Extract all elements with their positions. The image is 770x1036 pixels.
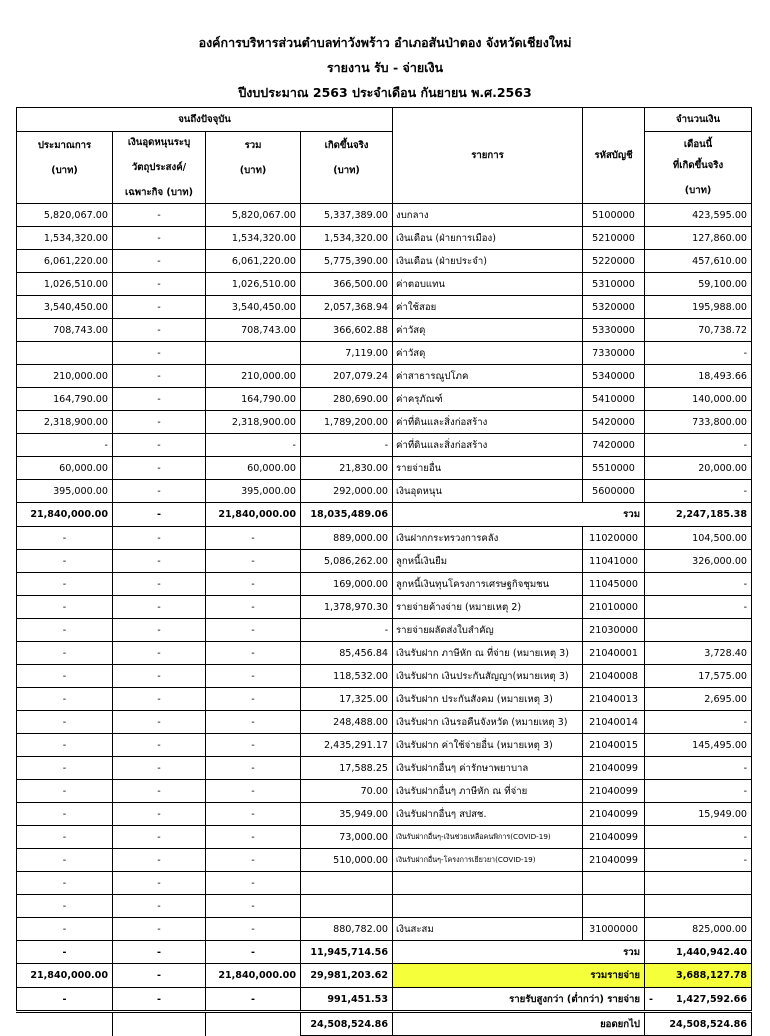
- cell-actual: [301, 872, 393, 895]
- table-row: [17, 619, 752, 642]
- cell-actual: 118,532.00: [301, 665, 393, 688]
- cell-total: 210,000.00: [206, 365, 301, 388]
- cell-item: เงินฝากกระทรวงการคลัง: [393, 527, 583, 550]
- cell-item: ค่าครุภัณฑ์: [393, 388, 583, 411]
- cell-actual: 889,000.00: [301, 527, 393, 550]
- table-row: [17, 388, 752, 411]
- cell-month: -: [645, 434, 752, 457]
- cell-code: 21040008: [583, 665, 645, 688]
- cell-actual: [301, 895, 393, 918]
- cell-code: 5320000: [583, 296, 645, 319]
- table-row: [17, 319, 752, 342]
- cell-month: -: [645, 826, 752, 849]
- cell-subsidy: -: [113, 619, 206, 642]
- cell-item: รายจ่ายผลัดส่งใบสำคัญ: [393, 619, 583, 642]
- cell-month: 104,500.00: [645, 527, 752, 550]
- cell-subsidy: -: [113, 964, 206, 988]
- cell-total: -: [206, 434, 301, 457]
- cell-actual: 280,690.00: [301, 388, 393, 411]
- cell-code: 21040099: [583, 757, 645, 780]
- cell-total: -: [206, 642, 301, 665]
- cell-total: -: [206, 849, 301, 872]
- cell-label: รวม: [393, 941, 645, 964]
- cell-item: เงินเดือน (ฝ่ายประจำ): [393, 250, 583, 273]
- cell-estimate: -: [17, 849, 113, 872]
- cell-total: 21,840,000.00: [206, 503, 301, 527]
- cell-subsidy: -: [113, 734, 206, 757]
- cell-code: 5330000: [583, 319, 645, 342]
- cell-item: ค่าใช้สอย: [393, 296, 583, 319]
- cell-subsidy: -: [113, 918, 206, 941]
- cell-subsidy: -: [113, 988, 206, 1012]
- cell-code: 5420000: [583, 411, 645, 434]
- cell-total: 164,790.00: [206, 388, 301, 411]
- cell-code: 21040014: [583, 711, 645, 734]
- cell-estimate: 708,743.00: [17, 319, 113, 342]
- cell-month: 15,949.00: [645, 803, 752, 826]
- cell-total: 708,743.00: [206, 319, 301, 342]
- cell-estimate: 3,540,450.00: [17, 296, 113, 319]
- cell-code: 5600000: [583, 480, 645, 503]
- cell-estimate: 21,840,000.00: [17, 964, 113, 988]
- report-org-title: องค์การบริหารส่วนตำบลท่าวังพร้าว อำเภอสันป่าตอง จังหวัดเชียงใหม่: [198, 35, 572, 50]
- cell-month: 70,738.72: [645, 319, 752, 342]
- cell-total: -: [206, 688, 301, 711]
- cell-subsidy: -: [113, 826, 206, 849]
- cell-item: ลูกหนี้เงินยืม: [393, 550, 583, 573]
- cell-label: รวมรายจ่าย: [393, 964, 645, 988]
- table-row: [17, 480, 752, 503]
- cell-item: เงินรับฝาก เงินประกันสัญญา(หมายเหตุ 3): [393, 665, 583, 688]
- cell-item: ค่าวัสดุ: [393, 319, 583, 342]
- cell-total: -: [206, 711, 301, 734]
- cell-month: 18,493.66: [645, 365, 752, 388]
- cell-estimate: [17, 342, 113, 365]
- cell-actual: 11,945,714.56: [301, 941, 393, 964]
- cell-actual: 5,086,262.00: [301, 550, 393, 573]
- cell-subsidy: -: [113, 941, 206, 964]
- cell-total: 6,061,220.00: [206, 250, 301, 273]
- cell-month: - 1,427,592.66: [645, 988, 752, 1012]
- cell-subsidy: -: [113, 642, 206, 665]
- cell-subsidy: -: [113, 527, 206, 550]
- cell-item: งบกลาง: [393, 204, 583, 227]
- cell-month: 457,610.00: [645, 250, 752, 273]
- cell-total: -: [206, 527, 301, 550]
- cell-total: -: [206, 988, 301, 1012]
- cell-code: 31000000: [583, 918, 645, 941]
- cell-estimate: -: [17, 734, 113, 757]
- cell-code: 7420000: [583, 434, 645, 457]
- cell-item: เงินรับฝาก ประกันสังคม (หมายเหตุ 3): [393, 688, 583, 711]
- cell-item: เงินรับฝากอื่นๆ ภาษีหัก ณ ที่จ่าย: [393, 780, 583, 803]
- table-row: [17, 342, 752, 365]
- cell-total: -: [206, 872, 301, 895]
- cell-code: 11041000: [583, 550, 645, 573]
- cell-actual: 7,119.00: [301, 342, 393, 365]
- cell-month: 24,508,524.86: [645, 1012, 752, 1036]
- cell-item: ค่าตอบแทน: [393, 273, 583, 296]
- cell-month: 127,860.00: [645, 227, 752, 250]
- cell-total: -: [206, 941, 301, 964]
- cell-estimate: -: [17, 688, 113, 711]
- cell-estimate: 164,790.00: [17, 388, 113, 411]
- cell-item: เงินรับฝากอื่นๆ สปสช.: [393, 803, 583, 826]
- cell-code: 21030000: [583, 619, 645, 642]
- cell-month: 326,000.00: [645, 550, 752, 573]
- cell-item: ค่าที่ดินและสิ่งก่อสร้าง: [393, 411, 583, 434]
- actual-column-header: เกิดขึ้นจริง (บาท): [301, 132, 393, 204]
- cell-code: 5410000: [583, 388, 645, 411]
- cell-subsidy: -: [113, 480, 206, 503]
- cell-estimate: 6,061,220.00: [17, 250, 113, 273]
- cell-actual: 510,000.00: [301, 849, 393, 872]
- cell-total: -: [206, 665, 301, 688]
- cell-code: 21040013: [583, 688, 645, 711]
- table-row: [17, 273, 752, 296]
- estimate-column-header: ประมาณการ (บาท): [17, 132, 113, 204]
- cell-total: -: [206, 596, 301, 619]
- section-2-total-row: [17, 941, 752, 964]
- cell-total: -: [206, 757, 301, 780]
- cell-label: ยอดยกไป: [393, 1012, 645, 1036]
- cell-actual: 366,500.00: [301, 273, 393, 296]
- month-column-header: เดือนนี้ ที่เกิดขึ้นจริง (บาท): [645, 132, 752, 204]
- cell-month: 423,595.00: [645, 204, 752, 227]
- cell-item: รายจ่ายอื่น: [393, 457, 583, 480]
- table-row: [17, 826, 752, 849]
- cell-actual: 2,435,291.17: [301, 734, 393, 757]
- cell-estimate: -: [17, 573, 113, 596]
- table-row: [17, 457, 752, 480]
- cell-item: ค่าวัสดุ: [393, 342, 583, 365]
- cell-actual: 21,830.00: [301, 457, 393, 480]
- cell-subsidy: -: [113, 227, 206, 250]
- cell-subsidy: -: [113, 250, 206, 273]
- table-row: [17, 550, 752, 573]
- cell-label: รวม: [393, 503, 645, 527]
- table-row: [17, 872, 752, 895]
- cell-label: รายรับสูงกว่า (ต่ำกว่า) รายจ่าย: [393, 988, 645, 1012]
- table-row: [17, 849, 752, 872]
- difference-row: [17, 988, 752, 1012]
- cell-estimate: -: [17, 757, 113, 780]
- cell-actual: 5,775,390.00: [301, 250, 393, 273]
- table-row: [17, 757, 752, 780]
- table-row: [17, 665, 752, 688]
- cell-actual: 366,602.88: [301, 319, 393, 342]
- cell-item: เงินรับฝากอื่นๆ ค่ารักษาพยาบาล: [393, 757, 583, 780]
- cell-actual: 18,035,489.06: [301, 503, 393, 527]
- cell-item: เงินเดือน (ฝ่ายการเมือง): [393, 227, 583, 250]
- cell-subsidy: -: [113, 849, 206, 872]
- report-period: ปีงบประมาณ 2563 ประจำเดือน กันยายน พ.ศ.2563: [238, 85, 532, 100]
- cell-month: 145,495.00: [645, 734, 752, 757]
- cell-month: -: [645, 711, 752, 734]
- cell-total: -: [206, 734, 301, 757]
- cell-month: 2,695.00: [645, 688, 752, 711]
- cell-actual: 292,000.00: [301, 480, 393, 503]
- cell-month: 17,575.00: [645, 665, 752, 688]
- code-column-header: รหัสบัญชี: [583, 108, 645, 204]
- cell-code: [583, 872, 645, 895]
- cell-estimate: -: [17, 780, 113, 803]
- cell-subsidy: -: [113, 872, 206, 895]
- cell-actual: 73,000.00: [301, 826, 393, 849]
- cell-code: 5340000: [583, 365, 645, 388]
- cell-estimate: -: [17, 918, 113, 941]
- total-column-header: รวม (บาท): [206, 132, 301, 204]
- cell-month: 825,000.00: [645, 918, 752, 941]
- cell-code: [583, 895, 645, 918]
- cell-code: 21040099: [583, 826, 645, 849]
- cell-actual: 991,451.53: [301, 988, 393, 1012]
- cell-total: -: [206, 550, 301, 573]
- cell-total: -: [206, 895, 301, 918]
- cell-item: เงินสะสม: [393, 918, 583, 941]
- cell-total: -: [206, 918, 301, 941]
- section-1-total-row: [17, 503, 752, 527]
- table-row: [17, 527, 752, 550]
- cell-item: ค่าสาธารณูปโภค: [393, 365, 583, 388]
- cell-actual: 1,534,320.00: [301, 227, 393, 250]
- cell-total: 395,000.00: [206, 480, 301, 503]
- table-row: [17, 803, 752, 826]
- cell-subsidy: -: [113, 550, 206, 573]
- cell-actual: 85,456.84: [301, 642, 393, 665]
- cell-subsidy: -: [113, 342, 206, 365]
- cell-estimate: -: [17, 803, 113, 826]
- table-row: [17, 227, 752, 250]
- cell-actual: 24,508,524.86: [301, 1012, 393, 1036]
- cell-subsidy: -: [113, 573, 206, 596]
- cell-total: -: [206, 826, 301, 849]
- cell-actual: 169,000.00: [301, 573, 393, 596]
- cell-subsidy: -: [113, 757, 206, 780]
- table-row: [17, 895, 752, 918]
- cell-estimate: -: [17, 596, 113, 619]
- cell-month: -: [645, 757, 752, 780]
- cell-month: -: [645, 780, 752, 803]
- table-row: [17, 411, 752, 434]
- cell-code: 11045000: [583, 573, 645, 596]
- cell-estimate: -: [17, 988, 113, 1012]
- cell-code: 7330000: [583, 342, 645, 365]
- cell-total: 1,534,320.00: [206, 227, 301, 250]
- table-row: [17, 688, 752, 711]
- cell-subsidy: -: [113, 273, 206, 296]
- table-row: [17, 365, 752, 388]
- cell-code: 21040015: [583, 734, 645, 757]
- cell-code: 5220000: [583, 250, 645, 273]
- cell-item: เงินรับฝาก ค่าใช้จ่ายอื่น (หมายเหตุ 3): [393, 734, 583, 757]
- section-2-body: [17, 527, 752, 941]
- table-row: [17, 250, 752, 273]
- cell-total: -: [206, 619, 301, 642]
- cell-subsidy: -: [113, 457, 206, 480]
- table-row: [17, 711, 752, 734]
- cell-item: ค่าที่ดินและสิ่งก่อสร้าง: [393, 434, 583, 457]
- cell-code: 5310000: [583, 273, 645, 296]
- table-row: [17, 434, 752, 457]
- cell-month: [645, 619, 752, 642]
- cell-estimate: -: [17, 711, 113, 734]
- cell-item: รายจ่ายค้างจ่าย (หมายเหตุ 2): [393, 596, 583, 619]
- table-row: [17, 204, 752, 227]
- item-column-header: รายการ: [393, 108, 583, 204]
- cell-month: 140,000.00: [645, 388, 752, 411]
- cell-subsidy: -: [113, 204, 206, 227]
- cell-actual: 5,337,389.00: [301, 204, 393, 227]
- cell-total: 21,840,000.00: [206, 964, 301, 988]
- cell-subsidy: -: [113, 319, 206, 342]
- cell-code: 5210000: [583, 227, 645, 250]
- cell-subsidy: -: [113, 296, 206, 319]
- cell-total: 2,318,900.00: [206, 411, 301, 434]
- cell-estimate: -: [17, 665, 113, 688]
- cell-actual: 17,588.25: [301, 757, 393, 780]
- cell-actual: 2,057,368.94: [301, 296, 393, 319]
- expenditure-table: [16, 107, 752, 1036]
- table-row: [17, 573, 752, 596]
- cell-total: -: [206, 573, 301, 596]
- cell-estimate: -: [17, 434, 113, 457]
- cell-subsidy: -: [113, 688, 206, 711]
- cell-actual: 70.00: [301, 780, 393, 803]
- cell-estimate: 2,318,900.00: [17, 411, 113, 434]
- cell-subsidy: -: [113, 711, 206, 734]
- cell-month: 195,988.00: [645, 296, 752, 319]
- cell-month: 20,000.00: [645, 457, 752, 480]
- cell-estimate: 1,534,320.00: [17, 227, 113, 250]
- cell-estimate: -: [17, 826, 113, 849]
- report-title: รายงาน รับ - จ่ายเงิน: [326, 60, 444, 75]
- cell-estimate: 60,000.00: [17, 457, 113, 480]
- table-row: [17, 296, 752, 319]
- cell-subsidy: -: [113, 780, 206, 803]
- cell-total: 60,000.00: [206, 457, 301, 480]
- cell-month: 59,100.00: [645, 273, 752, 296]
- cell-item: [393, 872, 583, 895]
- cell-item: [393, 895, 583, 918]
- cell-estimate: 5,820,067.00: [17, 204, 113, 227]
- cell-subsidy: -: [113, 596, 206, 619]
- cell-actual: -: [301, 434, 393, 457]
- cell-code: 5510000: [583, 457, 645, 480]
- cell-month: 2,247,185.38: [645, 503, 752, 527]
- cell-month: -: [645, 573, 752, 596]
- cell-estimate: -: [17, 527, 113, 550]
- cell-estimate: -: [17, 941, 113, 964]
- cell-actual: 1,378,970.30: [301, 596, 393, 619]
- cell-estimate: -: [17, 872, 113, 895]
- cell-code: 21040099: [583, 849, 645, 872]
- grand-total-row: [17, 964, 752, 988]
- cell-actual: 29,981,203.62: [301, 964, 393, 988]
- cell-total: -: [206, 780, 301, 803]
- cell-month: 733,800.00: [645, 411, 752, 434]
- cell-code: 21040099: [583, 803, 645, 826]
- cell-estimate: 21,840,000.00: [17, 503, 113, 527]
- cell-subsidy: -: [113, 803, 206, 826]
- table-row: [17, 780, 752, 803]
- table-row: [17, 734, 752, 757]
- cell-actual: 207,079.24: [301, 365, 393, 388]
- subsidy-column-header: เงินอุดหนุนระบุ วัตถุประสงค์/ เฉพาะกิจ (บาท): [113, 132, 206, 204]
- cell-estimate: -: [17, 642, 113, 665]
- cell-actual: 880,782.00: [301, 918, 393, 941]
- cell-month: [645, 872, 752, 895]
- cell-code: 21040001: [583, 642, 645, 665]
- cell-month: -: [645, 596, 752, 619]
- cell-subsidy: -: [113, 503, 206, 527]
- table-row: [17, 596, 752, 619]
- cell-estimate: -: [17, 550, 113, 573]
- cell-code: 5100000: [583, 204, 645, 227]
- cell-code: 21040099: [583, 780, 645, 803]
- cell-total: 1,026,510.00: [206, 273, 301, 296]
- cell-estimate: 1,026,510.00: [17, 273, 113, 296]
- cell-total: 5,820,067.00: [206, 204, 301, 227]
- cell-subsidy: -: [113, 365, 206, 388]
- table-row: [17, 918, 752, 941]
- cell-month: 3,728.40: [645, 642, 752, 665]
- cell-actual: 17,325.00: [301, 688, 393, 711]
- cell-estimate: -: [17, 619, 113, 642]
- cell-code: 21010000: [583, 596, 645, 619]
- cell-total: [206, 342, 301, 365]
- cell-month: -: [645, 480, 752, 503]
- to-date-group-header: จนถึงปัจจุบัน: [17, 108, 393, 132]
- cell-estimate: -: [17, 895, 113, 918]
- section-1-body: [17, 204, 752, 503]
- cell-actual: -: [301, 619, 393, 642]
- cell-month: 1,440,942.40: [645, 941, 752, 964]
- cell-subsidy: -: [113, 388, 206, 411]
- cell-actual: 1,789,200.00: [301, 411, 393, 434]
- cell-month: -: [645, 849, 752, 872]
- cell-item: ลูกหนี้เงินทุนโครงการเศรษฐกิจชุมชน: [393, 573, 583, 596]
- cell-subsidy: -: [113, 895, 206, 918]
- table-row: [17, 642, 752, 665]
- cell-month: [645, 895, 752, 918]
- cell-total: 3,540,450.00: [206, 296, 301, 319]
- cell-item: เงินรับฝากอื่นๆ-โครงการเยียวยา(COVID-19): [393, 849, 583, 872]
- cell-actual: 35,949.00: [301, 803, 393, 826]
- cell-subsidy: -: [113, 665, 206, 688]
- cell-month: 3,688,127.78: [645, 964, 752, 988]
- cell-actual: 248,488.00: [301, 711, 393, 734]
- cell-estimate: 395,000.00: [17, 480, 113, 503]
- cell-item: เงินอุดหนุน: [393, 480, 583, 503]
- cell-total: -: [206, 803, 301, 826]
- cell-code: 11020000: [583, 527, 645, 550]
- cell-month: -: [645, 342, 752, 365]
- cell-item: เงินรับฝากอื่นๆ-เงินช่วยเหลือคนพิการ(COVID-19): [393, 826, 583, 849]
- cell-item: เงินรับฝาก เงินรอคืนจังหวัด (หมายเหตุ 3): [393, 711, 583, 734]
- cell-estimate: 210,000.00: [17, 365, 113, 388]
- cell-subsidy: -: [113, 411, 206, 434]
- cell-item: เงินรับฝาก ภาษีหัก ณ ที่จ่าย (หมายเหตุ 3): [393, 642, 583, 665]
- cell-subsidy: -: [113, 434, 206, 457]
- month-column-header-l1: จำนวนเงิน: [645, 108, 752, 132]
